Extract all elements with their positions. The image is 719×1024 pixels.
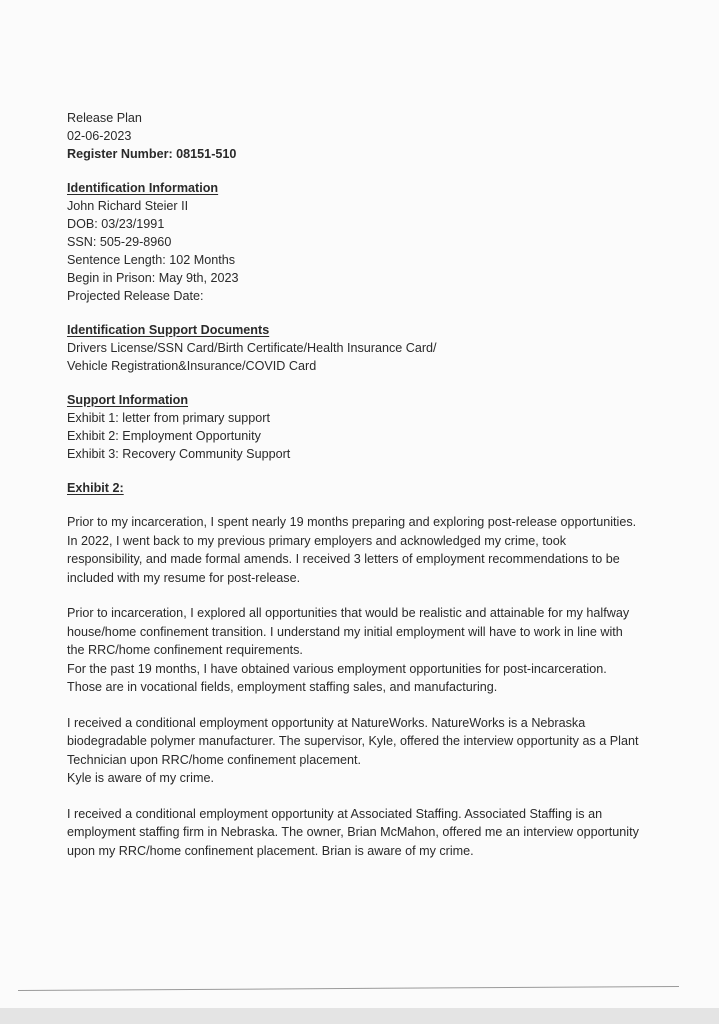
- exhibit-2-paragraph-2-continued: For the past 19 months, I have obtained various employment opportunities for post-incarceration. Those are in vocational fields, employment staffing sales, and manufacturing.: [67, 661, 607, 694]
- exhibit-2-paragraph-2: Prior to incarceration, I explored all opportunities that would be realistic and attainable for my halfway house/home confinement transition. I understand my initial employment will have to work in line with the RRC/home confinement requirements.: [67, 606, 630, 657]
- support-exhibit-2: Exhibit 2: Employment Opportunity: [67, 429, 261, 443]
- document-title: Release Plan: [67, 111, 142, 125]
- documents-heading: Identification Support Documents: [67, 323, 270, 337]
- inmate-name: John Richard Steier II: [67, 199, 189, 213]
- exhibit-2-paragraph-1: Prior to my incarceration, I spent nearly 19 months preparing and exploring post-release opportunities. In 2022, I went back to my previous primary employers and acknowledged my crime, took responsibility, and made formal amends. I received 3 letters of employment recommendations to be included with my resume for post-release.: [67, 515, 637, 585]
- documents-line-1: Drivers License/SSN Card/Birth Certificate/Health Insurance Card/: [67, 341, 437, 355]
- document-body: [67, 109, 667, 860]
- sentence-length: Sentence Length: 102 Months: [67, 253, 236, 267]
- register-number: Register Number: 08151-510: [67, 147, 237, 161]
- ssn: SSN: 505-29-8960: [67, 235, 172, 249]
- date-of-birth: DOB: 03/23/1991: [67, 217, 165, 231]
- support-exhibit-1: Exhibit 1: letter from primary support: [67, 411, 270, 425]
- exhibit-2-paragraph-3: I received a conditional employment opportunity at NatureWorks. NatureWorks is a Nebraska biodegradable polymer manufacturer. The supervisor, Kyle, offered the interview opportunity as a Plant Technician upon RRC/home confinement placement.: [67, 715, 639, 767]
- exhibit-2-heading: Exhibit 2:: [67, 481, 124, 495]
- documents-line-2: Vehicle Registration&Insurance/COVID Card: [67, 359, 317, 373]
- support-heading: Support Information: [67, 393, 189, 407]
- projected-release-date: Projected Release Date:: [67, 289, 204, 303]
- exhibit-2-paragraph-3-continued: Kyle is aware of my crime.: [67, 771, 214, 785]
- exhibit-2-paragraph-4: I received a conditional employment opportunity at Associated Staffing. Associated Staffing is an employment staffing firm in Nebraska. The owner, Brian McMahon, offered me an interview opportunity upon my RRC/home confinement placement. Brian is aware of my crime.: [67, 806, 639, 858]
- support-exhibit-3: Exhibit 3: Recovery Community Support: [67, 447, 291, 461]
- document-date: 02-06-2023: [67, 129, 132, 143]
- page-bottom-edge: [0, 1008, 719, 1024]
- begin-in-prison: Begin in Prison: May 9th, 2023: [67, 271, 239, 285]
- identification-heading: Identification Information: [67, 181, 219, 195]
